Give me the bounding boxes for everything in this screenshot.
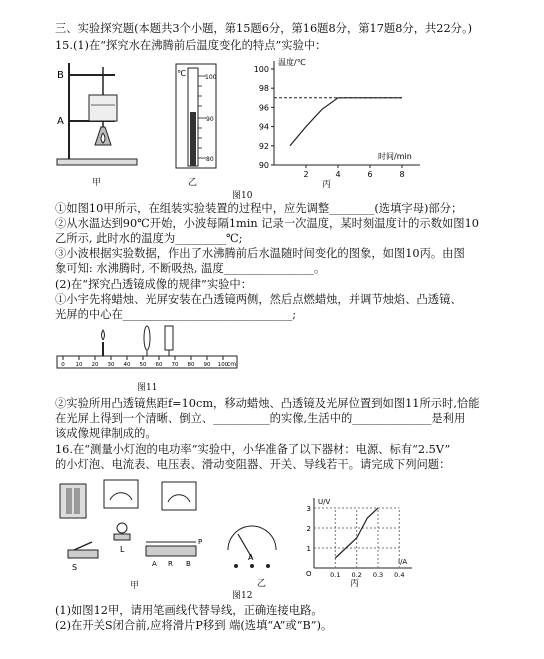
x-axis-label: 时间/min — [378, 152, 412, 161]
convex-lens — [144, 326, 150, 350]
q15-intro: 15.(1)在“探究水在沸腾前后温度变化的特点”实验中： — [55, 39, 327, 52]
temperature-chart — [250, 55, 430, 185]
light-screen — [165, 326, 173, 350]
fig10-caption: 图10 — [232, 191, 253, 201]
fig10-yi: 乙 — [188, 178, 198, 188]
candle-flame — [102, 330, 105, 340]
ruler-tick-label: 0 — [61, 362, 65, 368]
x-axis-label: I/A — [398, 558, 408, 566]
fig12-yi: 乙 — [257, 579, 267, 589]
label-a: A — [57, 116, 64, 127]
thermo-90: 90 — [206, 116, 214, 123]
ruler-tick-label: 30 — [107, 362, 115, 368]
label-A: A — [152, 560, 157, 568]
x-tick-label: 8 — [399, 170, 405, 179]
q15-line3: 乙所示, 此时水的温度为_________℃; — [55, 232, 243, 245]
fig12-caption: 图12 — [232, 591, 253, 601]
x-tick-label: 0.3 — [372, 571, 384, 579]
ammeter — [162, 482, 196, 510]
circuit-components-figure — [58, 478, 218, 578]
ammeter-dial-figure — [222, 520, 282, 572]
q15-line2: ②从水温达到90℃开始，小波每隔1min 记录一次温度，某时刻温度计的示数如图10 — [55, 217, 479, 230]
fig12-bing: 丙 — [350, 579, 360, 589]
battery — [60, 484, 86, 518]
y-axis-label: 温度/℃ — [278, 58, 306, 67]
x-tick-label: 0.2 — [351, 571, 362, 579]
y-tick-label: 3 — [306, 505, 311, 513]
rheostat — [146, 546, 196, 556]
section-title: 三、实验探究题(本题共3个小题，第15题6分，第16题8分，第17题8分，共22分。) — [55, 22, 473, 35]
label-R: R — [168, 560, 173, 568]
q15-line7: 光屏的中心在______________________________; — [55, 308, 297, 321]
y-tick-label: 100 — [253, 65, 269, 74]
bulb — [117, 523, 127, 533]
ruler-tick-label: 10 — [75, 362, 83, 368]
y-axis-label: U/V — [318, 498, 331, 506]
y-tick-label: 98 — [258, 84, 269, 94]
thermo-100: 100 — [205, 74, 217, 81]
ruler-tick-label: 70 — [171, 362, 179, 368]
ruler-tick-label: 80 — [187, 362, 195, 368]
ruler-tick-label: 40 — [123, 362, 131, 368]
y-tick-label: 90 — [258, 161, 269, 170]
switch — [68, 550, 98, 558]
q15-line9: 在光屏上得到一个清晰、倒立、__________的实像,生活中的______________是利用 — [55, 412, 466, 425]
y-tick-label: 1 — [306, 545, 311, 553]
series-line — [290, 98, 402, 146]
y-tick-label: 2 — [306, 525, 311, 533]
ruler-tick-label: 20 — [91, 362, 99, 368]
x-tick-label: 6 — [367, 170, 373, 179]
q15-line4: ③小波根据实验数据，作出了水沸腾前后水温随时间变化的图象，如图10丙。由图 — [55, 247, 465, 260]
q15-line6: ①小宇先将蜡烛、光屏安装在凸透镜两侧，然后点燃蜡烛，并调节烛焰、凸透镜、 — [55, 293, 462, 306]
thermo-80: 80 — [206, 156, 214, 163]
x-tick-label: 4 — [335, 170, 341, 179]
fig11-caption: 图11 — [137, 383, 158, 393]
fig10-apparatus — [55, 55, 140, 175]
x-tick-label: 2 — [303, 170, 309, 179]
q15-line8: ②实验所用凸透镜焦距f=10cm，移动蜡烛、凸透镜及光屏位置到如图11所示时,恰能 — [55, 397, 480, 410]
label-b: B — [57, 70, 64, 81]
x-tick-label: 0.1 — [330, 571, 341, 579]
label-B: B — [186, 560, 191, 568]
ruler-tick-label: 50 — [139, 362, 147, 368]
y-tick-label: 96 — [258, 103, 269, 113]
ruler-tick-label: 60 — [155, 362, 163, 368]
fig10-jia: 甲 — [92, 178, 102, 188]
q15-line10: 该成像规律制成的。 — [55, 427, 157, 440]
fig10-bing: 丙 — [322, 180, 332, 190]
dial-label-a: A — [248, 553, 254, 562]
y-tick-label: 92 — [258, 141, 269, 151]
label-L: L — [120, 545, 125, 554]
voltmeter — [104, 480, 138, 508]
x-tick-label: 0.4 — [394, 571, 405, 579]
q16-line2: 的小灯泡、电流表、电压表、滑动变阻器、开关、导线若干。请完成下列问题： — [55, 458, 451, 471]
q16-line3: (1)如图12甲，请用笔画线代替导线，正确连接电路。 — [55, 604, 323, 617]
optical-bench-figure — [55, 322, 240, 380]
fig12-jia: 甲 — [130, 581, 140, 591]
q16-line1: 16.在“测量小灯泡的电功率”实验中，小华准备了以下器材：电源、标有“2.5V” — [55, 443, 451, 456]
thermometer-figure — [168, 62, 220, 170]
y-tick-label: 94 — [258, 122, 269, 132]
thermo-unit: ℃ — [177, 69, 186, 78]
q15-part2: (2)在“探究凸透镜成像的规律”实验中： — [55, 278, 253, 291]
q15-line5: 象可知: 水沸腾时, 不断吸热, 温度________________。 — [55, 262, 326, 275]
ruler-tick-label: 100 — [217, 362, 229, 368]
q16-line4: (2)在开关S闭合前,应将滑片P移到 端(选填“A”或“B”)。 — [55, 619, 333, 632]
origin-label: O — [306, 570, 312, 578]
label-S: S — [72, 563, 78, 572]
ruler-tick-label: 90 — [203, 362, 211, 368]
u-i-chart — [300, 494, 420, 584]
q15-line1: ①如图10甲所示，在组装实验装置的过程中，应先调整________(选填字母)部分； — [55, 202, 463, 215]
label-P: P — [198, 538, 203, 546]
ruler-unit: cm — [227, 361, 237, 368]
